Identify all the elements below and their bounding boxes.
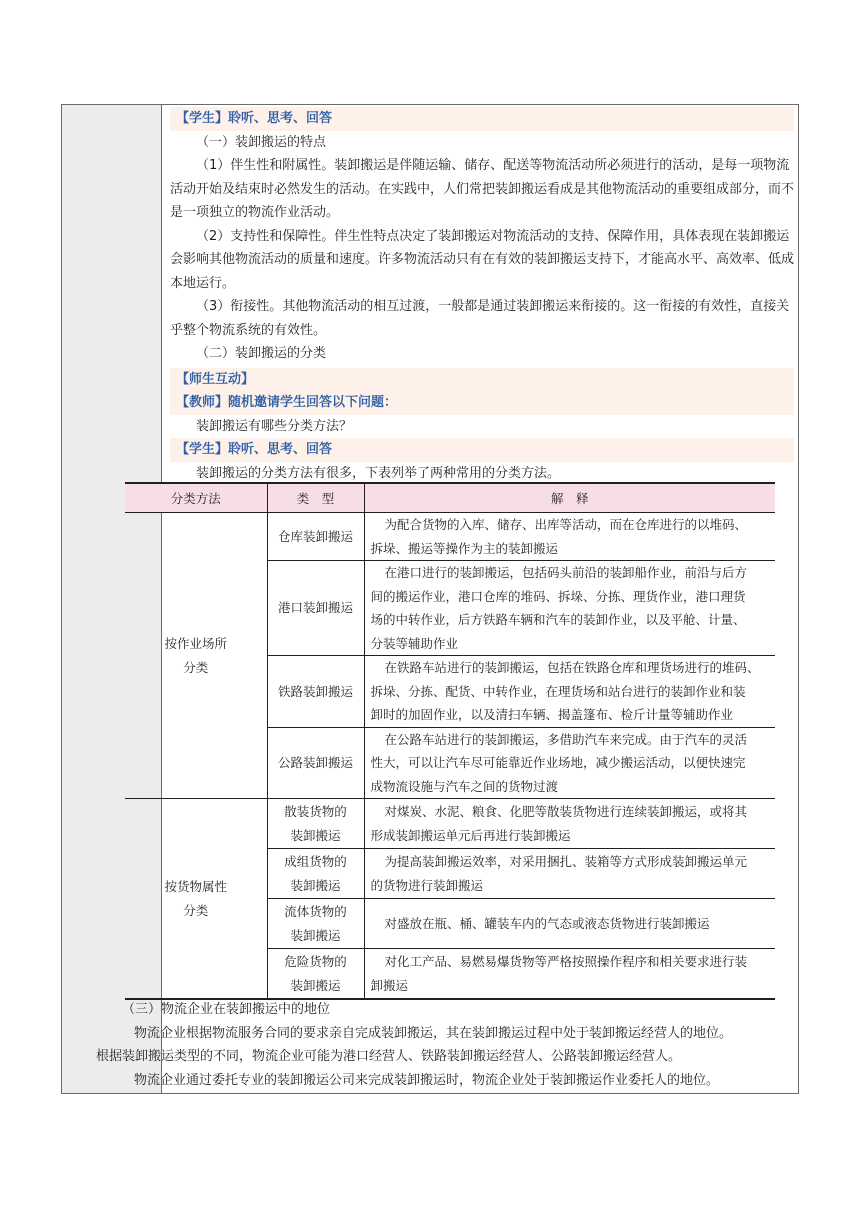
- type-cell: 公路装卸搬运: [267, 727, 364, 799]
- classification-table-wrap: [125, 482, 775, 1000]
- student-response-1: 【学生】聆听、思考、回答: [170, 107, 794, 131]
- header-explanation: 解 释: [364, 483, 775, 513]
- after-table-content: [96, 998, 738, 1092]
- table-intro: 装卸搬运的分类方法有很多，下表列举了两种常用的分类方法。: [196, 465, 561, 481]
- type-cell: 仓库装卸搬运: [267, 513, 364, 561]
- explanation-cell: 对盛放在瓶、桶、罐装车内的气态或液态货物进行装卸搬运: [364, 899, 775, 949]
- explanation-cell: 在港口进行的装卸搬运，包括码头前沿的装卸船作业，前沿与后方 间的搬运作业，港口仓库的堆码、拆垛、分拣、理货作业，港口理货 场的中转作业，后方铁路车辆和汽车的装卸作业，以及平舱、计量、 分装等辅助作业: [364, 561, 775, 656]
- para5: 物流企业通过委托专业的装卸搬运公司来完成装卸搬运时，物流企业处于装卸搬运作业委托人的地位。: [134, 1072, 720, 1088]
- para2: （2）支持性和保障性。伴生性特点决定了装卸搬运对物流活动的支持、保障作用，具体表现在装卸搬运 会影响其他物流活动的质量和速度。许多物流活动只有在有效的装卸搬运支持下，才能高水平、高效率、低成 本地运行。: [170, 228, 794, 291]
- category-cell: 按作业场所 分类: [125, 513, 267, 799]
- teacher-prompt: 【教师】随机邀请学生回答以下问题：: [170, 391, 794, 415]
- section3-title: （三）物流企业在装卸搬运中的地位: [122, 1002, 331, 1017]
- explanation-cell: 在公路车站进行的装卸搬运，多借助汽车来完成。由于汽车的灵活 性大，可以让汽车尽可能靠近作业场地，减少搬运活动，以便快速完 成物流设施与汽车之间的货物过渡: [364, 727, 775, 799]
- student-response-2: 【学生】聆听、思考、回答: [170, 438, 794, 462]
- explanation-cell: 为配合货物的入库、储存、出库等活动，而在仓库进行的以堆码、 拆垛、搬运等操作为主的装卸搬运: [364, 513, 775, 561]
- main-content: [170, 105, 794, 485]
- section2-title: （二）装卸搬运的分类: [196, 346, 327, 361]
- section1-title: （一）装卸搬运的特点: [196, 134, 327, 150]
- header-type: 类 型: [267, 483, 364, 513]
- table-row: [125, 513, 775, 561]
- explanation-cell: 在铁路车站进行的装卸搬运，包括在铁路仓库和理货场进行的堆码、 拆垛、分拣、配货、中转作业，在理货场和站台进行的装卸作业和装 卸时的加固作业，以及清扫车辆、揭盖篷布、检斤计量等辅助作业: [364, 656, 775, 728]
- category-cell: 按货物属性 分类: [125, 799, 267, 1000]
- table-row: [125, 799, 775, 849]
- para1: （1）伴生性和附属性。装卸搬运是伴随运输、储存、配送等物流活动所必须进行的活动，是每一项物流 活动开始及结束时必然发生的活动。在实践中，人们常把装卸搬运看成是其他物流活动的重要组成部分，而不 是一项独立的物流作业活动。: [170, 158, 794, 220]
- explanation-cell: 为提高装卸搬运效率，对采用捆扎、装箱等方式形成装卸搬运单元 的货物进行装卸搬运: [364, 849, 775, 899]
- type-cell: 流体货物的 装卸搬运: [267, 899, 364, 949]
- explanation-cell: 对化工产品、易燃易爆货物等严格按照操作程序和相关要求进行装 卸搬运: [364, 949, 775, 1000]
- type-cell: 港口装卸搬运: [267, 561, 364, 656]
- type-cell: 危险货物的 装卸搬运: [267, 949, 364, 1000]
- explanation-cell: 对煤炭、水泥、粮食、化肥等散装货物进行连续装卸搬运，或将其 形成装卸搬运单元后再进行装卸搬运: [364, 799, 775, 849]
- table-header-row: [125, 483, 775, 513]
- para4: 物流企业根据物流服务合同的要求亲自完成装卸搬运，其在装卸搬运过程中处于装卸搬运经营人的地位。 根据装卸搬运类型的不同，物流企业可能为港口经营人、铁路装卸搬运经营人、公路装卸搬运经营人。: [96, 1025, 733, 1064]
- type-cell: 铁路装卸搬运: [267, 656, 364, 728]
- header-method: 分类方法: [125, 483, 267, 513]
- question: 装卸搬运有哪些分类方法？: [196, 418, 353, 434]
- type-cell: 成组货物的 装卸搬运: [267, 849, 364, 899]
- para3: （3）衔接性。其他物流活动的相互过渡，一般都是通过装卸搬运来衔接的。这一衔接的有效性，直接关 乎整个物流系统的有效性。: [170, 299, 790, 338]
- interaction-heading: 【师生互动】: [170, 368, 794, 392]
- classification-table: [125, 482, 775, 1000]
- table-body: [125, 513, 775, 1000]
- type-cell: 散装货物的 装卸搬运: [267, 799, 364, 849]
